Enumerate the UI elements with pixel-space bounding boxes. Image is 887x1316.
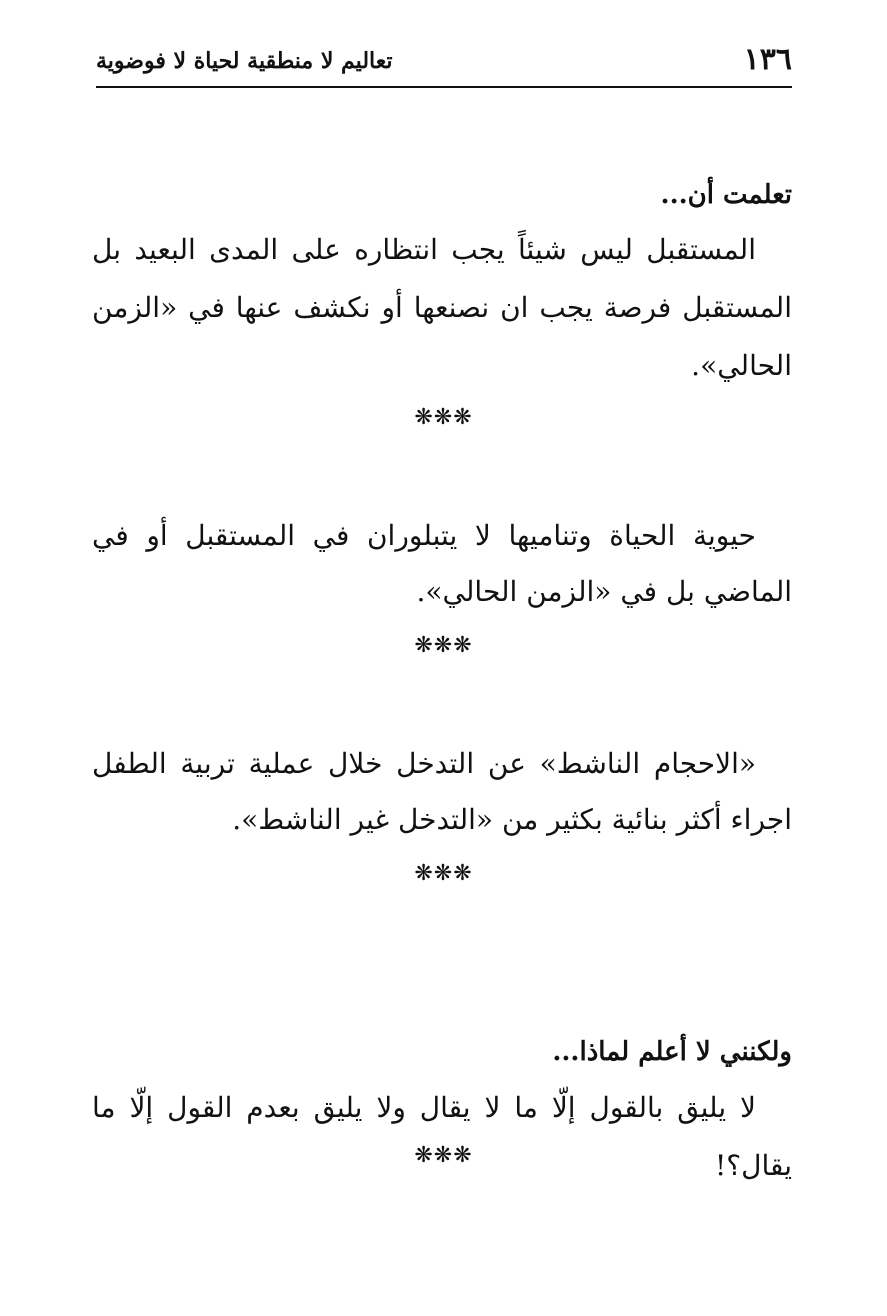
section-body: [92, 1079, 792, 1195]
paragraph: المستقبل ليس شيئاً يجب انتظاره على المدى البعيد بل المستقبل فرصة يجب ان نصنعها أو نكشف عنها في «الزمن الحالي».: [92, 233, 792, 382]
section-body: [92, 736, 792, 848]
paragraph: لا يليق بالقول إلّا ما لا يقال ولا يليق بعدم القول إلّا ما يقال؟!: [92, 1091, 792, 1182]
page-number: ١٣٦: [743, 42, 792, 77]
section-body: [92, 508, 792, 620]
separator-stars: ❋❋❋: [414, 633, 473, 658]
running-title: تعاليم لا منطقية لحياة لا فوضوية: [96, 48, 393, 74]
page-header: [96, 38, 792, 88]
separator-stars: ❋❋❋: [414, 861, 473, 886]
paragraph: حيوية الحياة وتناميها لا يتبلوران في المستقبل أو في الماضي بل في «الزمن الحالي».: [92, 519, 792, 608]
section-heading: ولكنني لا أعلم لماذا...: [552, 1037, 792, 1067]
paragraph: «الاحجام الناشط» عن التدخل خلال عملية تربية الطفل اجراء أكثر بنائية بكثير من «التدخل غير الناشط».: [92, 747, 792, 836]
separator-stars: ❋❋❋: [414, 405, 473, 430]
section-heading: تعلمت أن...: [660, 180, 792, 210]
separator-stars: ❋❋❋: [414, 1143, 473, 1168]
section-body: [92, 221, 792, 395]
